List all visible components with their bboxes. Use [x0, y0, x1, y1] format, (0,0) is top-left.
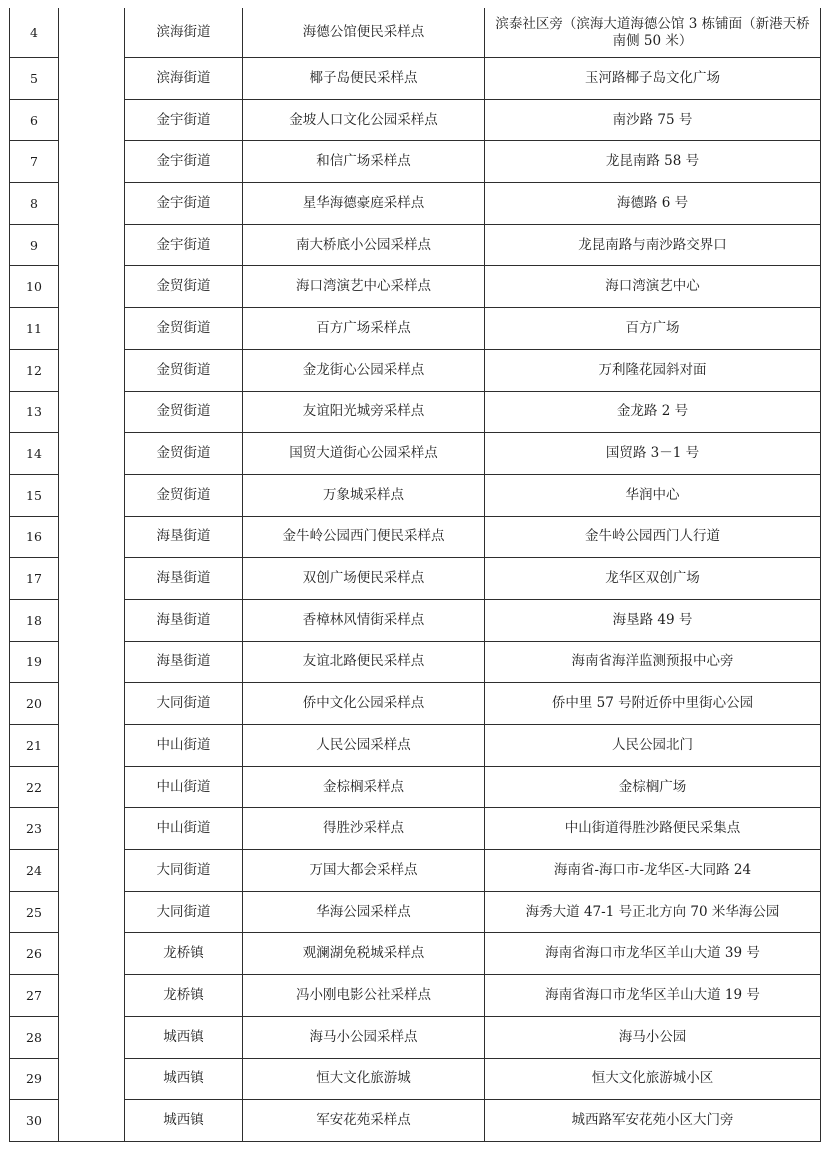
street-cell: 城西镇 — [125, 1100, 243, 1142]
street-cell: 金贸街道 — [125, 433, 243, 475]
street-cell: 龙桥镇 — [125, 933, 243, 975]
blank-column-cell — [59, 8, 125, 58]
sampling-site-cell: 海德公馆便民采样点 — [243, 8, 485, 58]
row-number-cell: 19 — [10, 641, 59, 683]
table-row — [10, 58, 821, 100]
address-cell: 海南省海口市龙华区羊山大道 39 号 — [485, 933, 821, 975]
address-cell: 滨泰社区旁（滨海大道海德公馆 3 栋铺面（新港天桥南侧 50 米） — [485, 8, 821, 58]
row-number-cell: 24 — [10, 850, 59, 892]
blank-column-cell — [59, 1016, 125, 1058]
table-row — [10, 850, 821, 892]
street-cell: 金宇街道 — [125, 99, 243, 141]
sampling-site-cell: 金牛岭公园西门便民采样点 — [243, 516, 485, 558]
row-number-cell: 9 — [10, 224, 59, 266]
table-row — [10, 599, 821, 641]
street-cell: 金宇街道 — [125, 224, 243, 266]
address-cell: 恒大文化旅游城小区 — [485, 1058, 821, 1100]
row-number-cell: 17 — [10, 558, 59, 600]
blank-column-cell — [59, 391, 125, 433]
blank-column-cell — [59, 683, 125, 725]
table-row — [10, 891, 821, 933]
blank-column-cell — [59, 474, 125, 516]
street-cell: 金贸街道 — [125, 349, 243, 391]
blank-column-cell — [59, 891, 125, 933]
blank-column-cell — [59, 141, 125, 183]
table-row — [10, 183, 821, 225]
table-row — [10, 725, 821, 767]
row-number-cell: 27 — [10, 975, 59, 1017]
address-cell: 华润中心 — [485, 474, 821, 516]
blank-column-cell — [59, 641, 125, 683]
sampling-site-cell: 海马小公园采样点 — [243, 1016, 485, 1058]
blank-column-cell — [59, 850, 125, 892]
blank-column-cell — [59, 558, 125, 600]
table-row — [10, 8, 821, 58]
address-cell: 金龙路 2 号 — [485, 391, 821, 433]
row-number-cell: 8 — [10, 183, 59, 225]
street-cell: 龙桥镇 — [125, 975, 243, 1017]
sampling-site-cell: 金龙街心公园采样点 — [243, 349, 485, 391]
table-row — [10, 433, 821, 475]
street-cell: 金贸街道 — [125, 266, 243, 308]
street-cell: 滨海街道 — [125, 8, 243, 58]
row-number-cell: 20 — [10, 683, 59, 725]
row-number-cell: 16 — [10, 516, 59, 558]
table-row — [10, 516, 821, 558]
table-row — [10, 975, 821, 1017]
sampling-site-cell: 金棕榈采样点 — [243, 766, 485, 808]
sampling-site-cell: 和信广场采样点 — [243, 141, 485, 183]
row-number-cell: 6 — [10, 99, 59, 141]
blank-column-cell — [59, 516, 125, 558]
sampling-sites-table — [9, 8, 821, 1142]
street-cell: 滨海街道 — [125, 58, 243, 100]
address-cell: 龙昆南路 58 号 — [485, 141, 821, 183]
table-row — [10, 641, 821, 683]
sampling-site-cell: 国贸大道街心公园采样点 — [243, 433, 485, 475]
blank-column-cell — [59, 933, 125, 975]
table-row — [10, 224, 821, 266]
address-cell: 中山街道得胜沙路便民采集点 — [485, 808, 821, 850]
table-row — [10, 1058, 821, 1100]
blank-column-cell — [59, 308, 125, 350]
sampling-site-cell: 友谊北路便民采样点 — [243, 641, 485, 683]
address-cell: 金牛岭公园西门人行道 — [485, 516, 821, 558]
sampling-site-cell: 万国大都会采样点 — [243, 850, 485, 892]
table-row — [10, 141, 821, 183]
blank-column-cell — [59, 1100, 125, 1142]
address-cell: 海秀大道 47-1 号正北方向 70 米华海公园 — [485, 891, 821, 933]
sampling-site-cell: 香樟林风情街采样点 — [243, 599, 485, 641]
row-number-cell: 23 — [10, 808, 59, 850]
row-number-cell: 13 — [10, 391, 59, 433]
sampling-site-cell: 双创广场便民采样点 — [243, 558, 485, 600]
address-cell: 侨中里 57 号附近侨中里街心公园 — [485, 683, 821, 725]
blank-column-cell — [59, 266, 125, 308]
address-cell: 海南省海洋监测预报中心旁 — [485, 641, 821, 683]
row-number-cell: 4 — [10, 8, 59, 58]
address-cell: 人民公园北门 — [485, 725, 821, 767]
table-row — [10, 1016, 821, 1058]
sampling-site-cell: 冯小刚电影公社采样点 — [243, 975, 485, 1017]
table-row — [10, 349, 821, 391]
table-row — [10, 391, 821, 433]
row-number-cell: 25 — [10, 891, 59, 933]
row-number-cell: 12 — [10, 349, 59, 391]
table-row — [10, 558, 821, 600]
row-number-cell: 22 — [10, 766, 59, 808]
address-cell: 海垦路 49 号 — [485, 599, 821, 641]
table-row — [10, 99, 821, 141]
street-cell: 大同街道 — [125, 850, 243, 892]
sampling-site-cell: 星华海德豪庭采样点 — [243, 183, 485, 225]
blank-column-cell — [59, 99, 125, 141]
address-cell: 龙昆南路与南沙路交界口 — [485, 224, 821, 266]
row-number-cell: 26 — [10, 933, 59, 975]
blank-column-cell — [59, 725, 125, 767]
sampling-site-cell: 华海公园采样点 — [243, 891, 485, 933]
address-cell: 海德路 6 号 — [485, 183, 821, 225]
sampling-site-cell: 海口湾演艺中心采样点 — [243, 266, 485, 308]
street-cell: 海垦街道 — [125, 558, 243, 600]
address-cell: 海马小公园 — [485, 1016, 821, 1058]
row-number-cell: 14 — [10, 433, 59, 475]
sampling-site-cell: 恒大文化旅游城 — [243, 1058, 485, 1100]
address-cell: 南沙路 75 号 — [485, 99, 821, 141]
table-row — [10, 683, 821, 725]
address-cell: 金棕榈广场 — [485, 766, 821, 808]
row-number-cell: 10 — [10, 266, 59, 308]
address-cell: 万利隆花园斜对面 — [485, 349, 821, 391]
row-number-cell: 30 — [10, 1100, 59, 1142]
row-number-cell: 5 — [10, 58, 59, 100]
table-row — [10, 308, 821, 350]
street-cell: 金宇街道 — [125, 141, 243, 183]
street-cell: 金贸街道 — [125, 308, 243, 350]
sampling-site-cell: 人民公园采样点 — [243, 725, 485, 767]
street-cell: 城西镇 — [125, 1058, 243, 1100]
sampling-site-cell: 得胜沙采样点 — [243, 808, 485, 850]
table-row — [10, 766, 821, 808]
sampling-site-cell: 百方广场采样点 — [243, 308, 485, 350]
street-cell: 海垦街道 — [125, 599, 243, 641]
blank-column-cell — [59, 58, 125, 100]
row-number-cell: 7 — [10, 141, 59, 183]
row-number-cell: 29 — [10, 1058, 59, 1100]
sampling-site-cell: 观澜湖免税城采样点 — [243, 933, 485, 975]
sampling-site-cell: 椰子岛便民采样点 — [243, 58, 485, 100]
sampling-site-cell: 友谊阳光城旁采样点 — [243, 391, 485, 433]
table-row — [10, 474, 821, 516]
street-cell: 海垦街道 — [125, 641, 243, 683]
blank-column-cell — [59, 224, 125, 266]
blank-column-cell — [59, 349, 125, 391]
sampling-site-cell: 万象城采样点 — [243, 474, 485, 516]
table-row — [10, 933, 821, 975]
blank-column-cell — [59, 183, 125, 225]
street-cell: 金贸街道 — [125, 391, 243, 433]
sampling-site-cell: 南大桥底小公园采样点 — [243, 224, 485, 266]
row-number-cell: 21 — [10, 725, 59, 767]
blank-column-cell — [59, 808, 125, 850]
blank-column-cell — [59, 599, 125, 641]
street-cell: 中山街道 — [125, 808, 243, 850]
table-row — [10, 266, 821, 308]
street-cell: 中山街道 — [125, 725, 243, 767]
table-body — [10, 8, 821, 1141]
row-number-cell: 15 — [10, 474, 59, 516]
blank-column-cell — [59, 1058, 125, 1100]
row-number-cell: 28 — [10, 1016, 59, 1058]
row-number-cell: 18 — [10, 599, 59, 641]
street-cell: 城西镇 — [125, 1016, 243, 1058]
blank-column-cell — [59, 975, 125, 1017]
street-cell: 大同街道 — [125, 891, 243, 933]
blank-column-cell — [59, 766, 125, 808]
address-cell: 百方广场 — [485, 308, 821, 350]
address-cell: 海南省海口市龙华区羊山大道 19 号 — [485, 975, 821, 1017]
sampling-site-cell: 金坡人口文化公园采样点 — [243, 99, 485, 141]
address-cell: 国贸路 3－1 号 — [485, 433, 821, 475]
row-number-cell: 11 — [10, 308, 59, 350]
street-cell: 金宇街道 — [125, 183, 243, 225]
address-cell: 玉河路椰子岛文化广场 — [485, 58, 821, 100]
street-cell: 海垦街道 — [125, 516, 243, 558]
address-cell: 海口湾演艺中心 — [485, 266, 821, 308]
address-cell: 城西路军安花苑小区大门旁 — [485, 1100, 821, 1142]
street-cell: 大同街道 — [125, 683, 243, 725]
street-cell: 中山街道 — [125, 766, 243, 808]
street-cell: 金贸街道 — [125, 474, 243, 516]
blank-column-cell — [59, 433, 125, 475]
address-cell: 海南省-海口市-龙华区-大同路 24 — [485, 850, 821, 892]
address-cell: 龙华区双创广场 — [485, 558, 821, 600]
sampling-site-cell: 军安花苑采样点 — [243, 1100, 485, 1142]
table-row — [10, 808, 821, 850]
sampling-site-cell: 侨中文化公园采样点 — [243, 683, 485, 725]
table-row — [10, 1100, 821, 1142]
